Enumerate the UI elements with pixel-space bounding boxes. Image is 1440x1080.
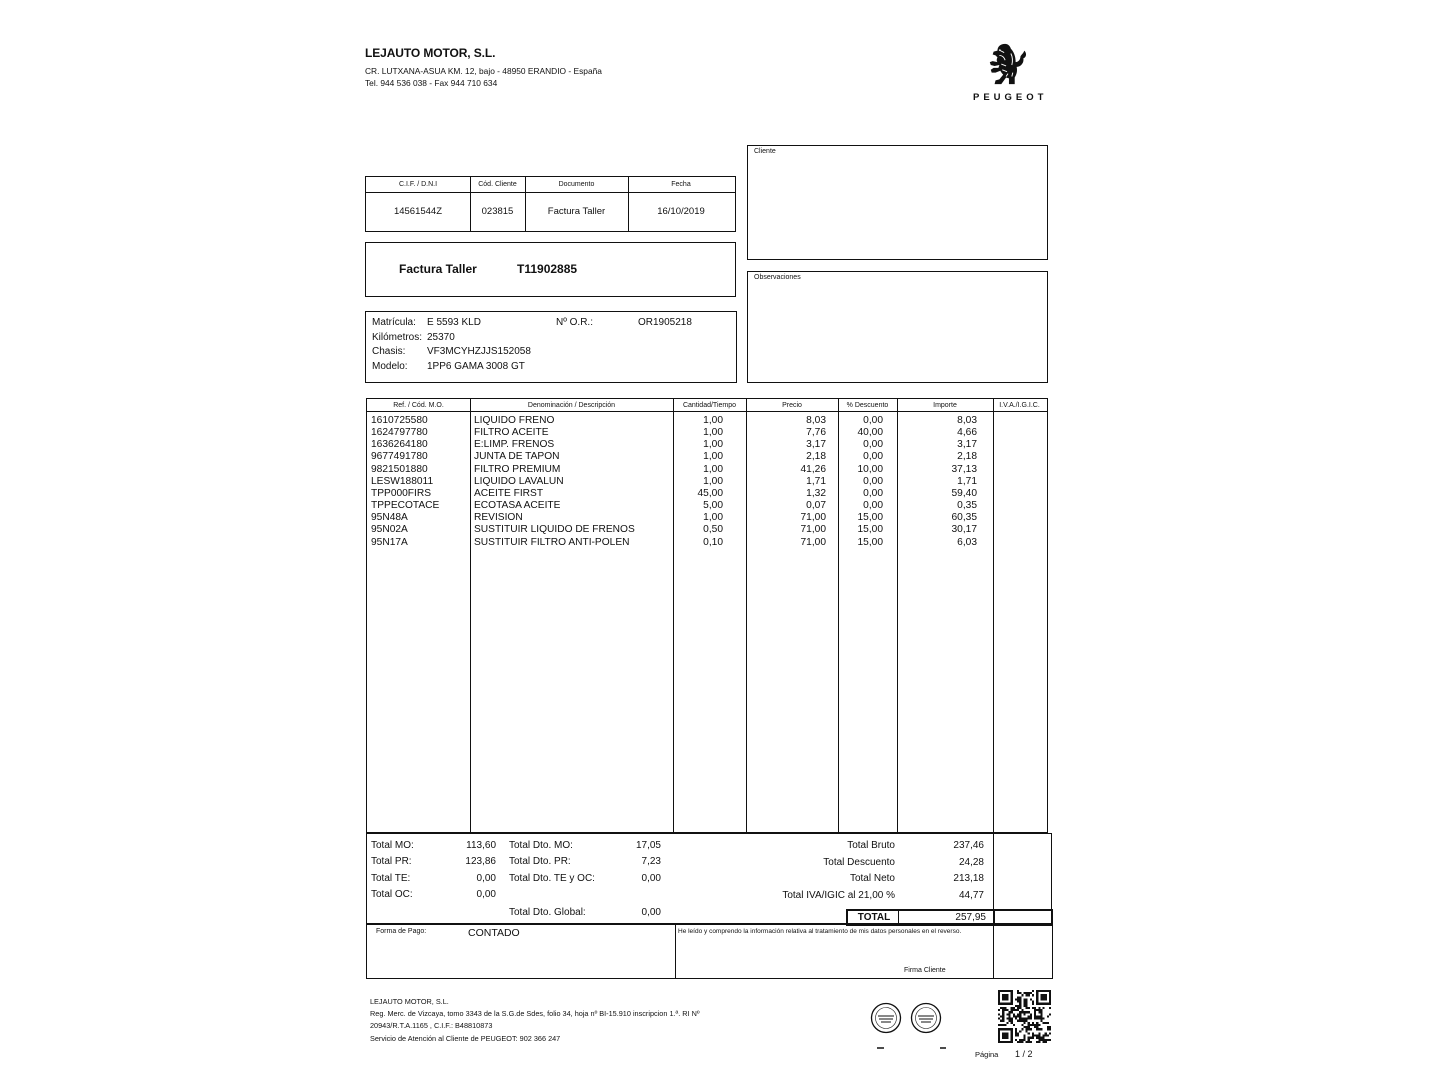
legal-registry: Reg. Merc. de Vizcaya, tomo 3343 de la S.G.de Sdes, folio 34, hoja nº BI-15.910 inscripcion 1.ª. RI Nº (370, 1009, 700, 1018)
cell-amount: 60,35 (951, 512, 977, 524)
invoice-type: Factura Taller (399, 262, 477, 276)
total-dto-te-oc-value: 0,00 (641, 873, 661, 884)
payment-method-value: CONTADO (468, 927, 520, 939)
cell-discount: 10,00 (857, 463, 883, 475)
cell-amount: 6,03 (957, 536, 977, 548)
legal-tax-id: 20943/R.T.A.1165 , C.I.F.: B48810873 (370, 1021, 493, 1030)
peugeot-lion-icon (985, 42, 1031, 88)
total-pr-value: 123,86 (465, 856, 496, 867)
total-dto-mo-value: 17,05 (635, 840, 661, 851)
signature-label: Firma Cliente (904, 967, 946, 974)
repair-order-value: OR1905218 (638, 317, 692, 328)
cell-desc: ACEITE FIRST (474, 487, 544, 499)
cell-desc: FILTRO ACEITE (474, 427, 549, 439)
observations-box (747, 271, 1048, 383)
cell-desc: SUSTITUIR FILTRO ANTI-POLEN (474, 536, 630, 548)
totals-section (366, 833, 1052, 924)
cell-discount: 40,00 (857, 427, 883, 439)
chassis-label: Chasis: (372, 346, 406, 357)
table-row (367, 439, 1047, 451)
date-value: 16/10/2019 (657, 206, 705, 217)
column-divider (675, 925, 676, 978)
total-discount-label: Total Descuento (823, 857, 895, 868)
total-oc-label: Total OC: (371, 889, 413, 900)
cell-amount: 59,40 (951, 487, 977, 499)
cell-price: 1,32 (806, 487, 826, 499)
cell-ref: LESW188011 (371, 475, 434, 487)
cell-ref: 1636264180 (371, 439, 428, 451)
table-row (367, 476, 1047, 488)
invoice-title-box (365, 242, 736, 297)
cell-amount: 30,17 (951, 524, 977, 536)
cell-ref: 1610725580 (371, 415, 428, 426)
cell-ref: 95N17A (371, 536, 408, 548)
cell-desc: FILTRO PREMIUM (474, 463, 561, 475)
total-te-label: Total TE: (371, 873, 411, 884)
cell-qty: 1,00 (703, 439, 723, 451)
vat-header: I.V.A./I.G.I.C. (999, 402, 1040, 409)
table-row (367, 415, 1047, 427)
payment-method-label: Forma de Pago: (376, 928, 427, 935)
client-box (747, 145, 1048, 260)
cell-price: 7,76 (806, 427, 826, 439)
km-value: 25370 (427, 332, 455, 343)
cell-qty: 1,00 (703, 451, 723, 463)
cell-qty: 5,00 (703, 500, 723, 512)
payment-box (366, 924, 1053, 979)
cell-desc: E:LIMP. FRENOS (474, 439, 555, 451)
cell-discount: 15,00 (857, 512, 883, 524)
cell-discount: 15,00 (857, 536, 883, 548)
cell-desc: SUSTITUIR LIQUIDO DE FRENOS (474, 524, 635, 536)
cell-discount: 15,00 (857, 524, 883, 536)
cell-amount: 3,17 (957, 439, 977, 451)
cell-desc: LIQUIDO LAVALUN (474, 475, 564, 487)
column-divider (994, 911, 995, 924)
cell-qty: 0,10 (703, 536, 723, 548)
total-oc-value: 0,00 (476, 889, 496, 900)
cell-ref: TPPECOTACE (371, 500, 440, 512)
cell-amount: 37,13 (951, 463, 977, 475)
total-mo-value: 113,60 (466, 840, 496, 851)
total-pr-label: Total PR: (371, 856, 412, 867)
table-row (367, 512, 1047, 524)
cell-price: 71,00 (800, 536, 826, 548)
cell-price: 0,07 (806, 500, 826, 512)
qr-code-icon (998, 990, 1051, 1043)
column-divider (993, 925, 994, 978)
invoice-number: T11902885 (517, 262, 578, 276)
total-gross-label: Total Bruto (847, 840, 895, 851)
document-info-table (365, 176, 736, 232)
total-discount-value: 24,28 (958, 857, 984, 868)
price-header: Precio (782, 402, 802, 409)
plate-label: Matrícula: (372, 317, 416, 328)
page-label: Página (975, 1050, 999, 1059)
cell-price: 71,00 (800, 524, 826, 536)
table-row (367, 488, 1047, 500)
total-dto-mo-label: Total Dto. MO: (509, 840, 573, 851)
document-header: Documento (558, 181, 595, 188)
model-value: 1PP6 GAMA 3008 GT (427, 361, 525, 372)
cell-qty: 1,00 (703, 463, 723, 475)
company-address: CR. LUTXANA-ASUA KM. 12, bajo - 48950 ERANDIO - España (365, 66, 602, 76)
plate-value: E 5593 KLD (427, 317, 481, 328)
amount-header: Importe (933, 402, 957, 409)
cell-desc: ECOTASA ACEITE (474, 500, 561, 512)
table-row (367, 451, 1047, 463)
discount-header: % Descuento (846, 402, 889, 409)
repair-order-label: Nº O.R.: (556, 317, 593, 328)
document-value: Factura Taller (547, 206, 606, 217)
total-dto-pr-value: 7,23 (641, 856, 661, 867)
cell-price: 1,71 (806, 475, 826, 487)
cell-ref: 9821501880 (371, 463, 428, 475)
cell-qty: 0,50 (703, 524, 723, 536)
items-table (366, 398, 1048, 833)
total-net-label: Total Neto (849, 873, 895, 884)
description-header: Denominación / Descripción (527, 402, 616, 409)
cell-amount: 2,18 (957, 451, 977, 463)
total-mo-label: Total MO: (371, 840, 414, 851)
table-row (367, 427, 1047, 439)
privacy-notice: He leído y comprendo la información relativa al tratamiento de mis datos personales en el reverso. (678, 928, 962, 935)
quantity-header: Cantidad/Tiempo (682, 402, 737, 409)
total-vat-value: 44,77 (958, 890, 984, 901)
cell-qty: 1,00 (703, 475, 723, 487)
cell-desc: JUNTA DE TAPON (474, 451, 560, 463)
total-dto-global-value: 0,00 (641, 907, 661, 918)
cell-discount: 0,00 (863, 475, 883, 487)
cell-discount: 0,00 (863, 487, 883, 499)
model-label: Modelo: (372, 361, 408, 372)
cell-desc: LIQUIDO FRENO (474, 415, 555, 426)
table-row (367, 500, 1047, 512)
cell-ref: 95N48A (371, 512, 408, 524)
table-row (367, 524, 1047, 536)
company-phone: Tel. 944 536 038 - Fax 944 710 634 (365, 78, 498, 88)
km-label: Kilómetros: (372, 332, 423, 343)
vehicle-box (365, 311, 737, 383)
cell-amount: 1,71 (957, 475, 977, 487)
cell-ref: 9677491780 (371, 451, 428, 463)
table-row (367, 464, 1047, 476)
cell-discount: 0,00 (863, 500, 883, 512)
page-number: 1 / 2 (1015, 1049, 1033, 1059)
customer-service: Servicio de Atención al Cliente de PEUGEOT: 902 366 247 (370, 1034, 561, 1043)
cell-discount: 0,00 (863, 451, 883, 463)
cell-price: 2,18 (806, 451, 826, 463)
cell-amount: 0,35 (957, 500, 977, 512)
cell-price: 41,26 (800, 463, 826, 475)
grand-total-label: TOTAL (857, 912, 891, 923)
cell-price: 3,17 (806, 439, 826, 451)
ref-header: Ref. / Cód. M.O. (393, 402, 444, 409)
company-name: LEJAUTO MOTOR, S.L. (365, 46, 496, 60)
cell-qty: 1,00 (703, 427, 723, 439)
chassis-value: VF3MCYHZJJS152058 (427, 346, 531, 357)
cell-amount: 8,03 (957, 415, 977, 426)
total-net-value: 213,18 (953, 873, 984, 884)
cell-price: 8,03 (806, 415, 826, 426)
cell-price: 71,00 (800, 512, 826, 524)
brand-name: PEUGEOT (973, 92, 1048, 103)
certification-seal-icon (868, 1000, 948, 1055)
total-vat-label: Total IVA/IGIC al 21,00 % (782, 890, 895, 901)
cell-desc: REVISION (474, 512, 523, 524)
total-dto-te-oc-label: Total Dto. TE y OC: (509, 873, 595, 884)
total-dto-global-label: Total Dto. Global: (509, 907, 586, 918)
total-te-value: 0,00 (476, 873, 496, 884)
cell-ref: 95N02A (371, 524, 408, 536)
peugeot-logo (970, 42, 1052, 104)
client-code-value: 023815 (481, 206, 514, 217)
observations-label: Observaciones (754, 274, 801, 281)
cif-header: C.I.F. / D.N.I (398, 181, 438, 188)
cell-ref: 1624797780 (371, 427, 428, 439)
date-header: Fecha (671, 181, 691, 188)
client-code-header: Cód. Cliente (478, 181, 517, 188)
grand-total-value: 257,95 (955, 912, 986, 923)
cell-qty: 45,00 (697, 487, 723, 499)
table-row (367, 537, 1047, 549)
cell-qty: 1,00 (703, 415, 723, 426)
cif-value: 14561544Z (393, 206, 443, 217)
cell-ref: TPP000FIRS (371, 487, 432, 499)
cell-amount: 4,66 (957, 427, 977, 439)
client-label: Cliente (754, 148, 776, 155)
total-gross-value: 237,46 (953, 840, 984, 851)
total-dto-pr-label: Total Dto. PR: (509, 856, 571, 867)
legal-company: LEJAUTO MOTOR, S.L. (370, 997, 449, 1006)
cell-qty: 1,00 (703, 512, 723, 524)
cell-discount: 0,00 (863, 415, 883, 426)
cell-discount: 0,00 (863, 439, 883, 451)
